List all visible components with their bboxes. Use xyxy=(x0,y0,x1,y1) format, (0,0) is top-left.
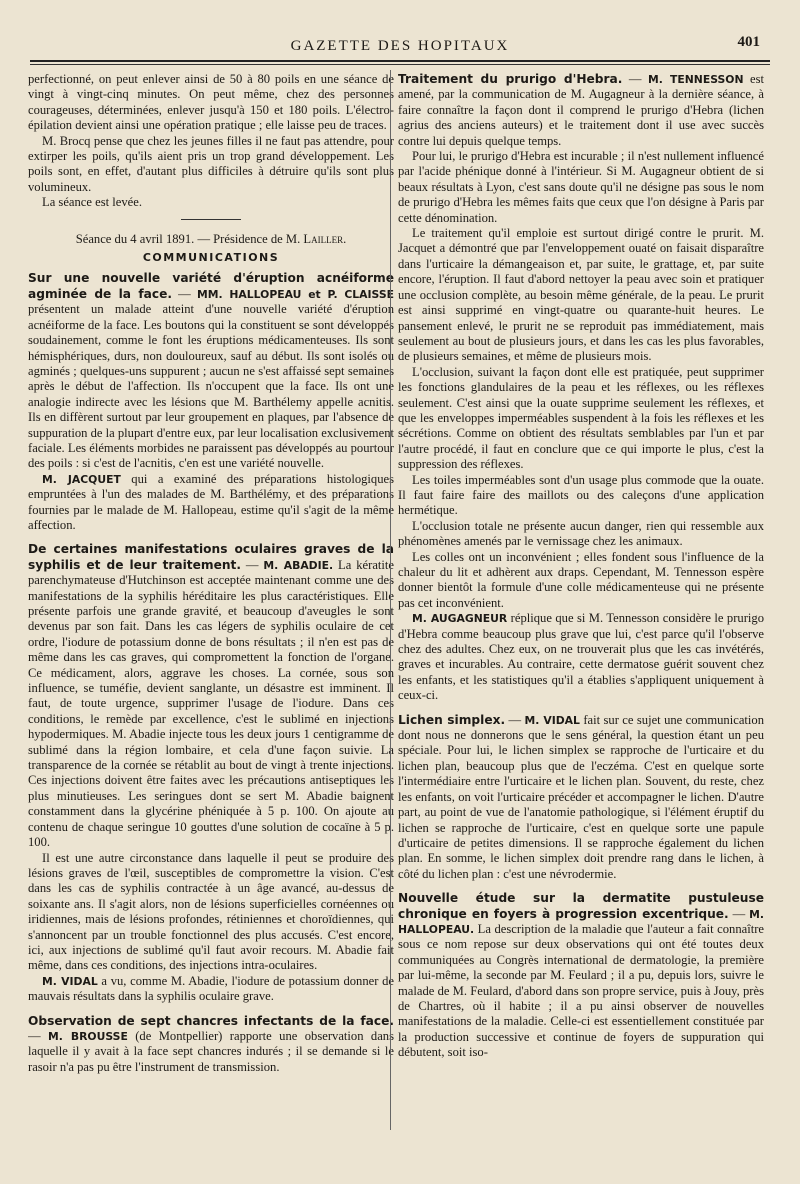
paragraph: M. Brocq pense que chez les jeunes filles il ne faut pas attendre, pour extirper les poils, qu'ils aient pris un trop grand développement. Les poils sont, en effet, d'autant plus difficiles à détruire qu'ils sont plus volumineux. xyxy=(28,133,394,194)
section-separator xyxy=(181,219,241,220)
article-paragraph xyxy=(28,271,394,471)
article-title: Lichen simplex. xyxy=(398,712,506,727)
right-column xyxy=(398,72,764,1172)
dash: — xyxy=(171,286,197,301)
speaker-name: M. VIDAL xyxy=(524,713,580,727)
article-body: a vu, comme M. Abadie, l'iodure de potassium donner de mauvais résultats dans la syphilis oculaire grave. xyxy=(28,973,394,1004)
paragraph: L'occlusion, suivant la façon dont elle est pratiquée, peut supprimer les fonctions glandulaires de la peau et les réflexes, ou les réflexes seulement. C'est ainsi que la ouate supprime seulement les réflexes, et que les enveloppes imperméables suspendent à la fois les réflexes et les sécrétions. Comme on obtient des résultats semblables par l'un et par l'autre procédé, il faut en conclure que ce qui importe le plus, c'est la suppression des réflexes. xyxy=(398,364,764,472)
article-title: Nouvelle étude sur la dermatite pustuleuse chronique en foyers à progression excentrique. xyxy=(398,891,764,921)
article-title: Traitement du prurigo d'Hebra. xyxy=(398,72,623,86)
article-title: Observation de sept chancres infectants de la face. xyxy=(28,1013,394,1028)
article-paragraph xyxy=(398,713,764,882)
paragraph: La séance est levée. xyxy=(42,195,142,210)
paragraph: Pour lui, le prurigo d'Hebra est incurable ; il n'est nullement influencé par l'acide phénique donné à l'intérieur. Si M. Augagneur obtient de si beaux résultats à Lyon, c'est sans doute qu'il ne désigne pas sous le nom de prurigo d'Hebra les mêmes faits que ceux que l'on désigne à Paris par cette dénomination. xyxy=(398,149,764,225)
header-rule-thin xyxy=(30,64,770,65)
speaker-name: M. TENNESSON xyxy=(648,73,744,86)
column-divider xyxy=(390,70,391,1130)
page-number: 401 xyxy=(737,34,760,50)
rubric-heading: COMMUNICATIONS xyxy=(142,251,280,265)
dash: — xyxy=(28,1028,49,1043)
article-body: La kératite parenchymateuse d'Hutchinson est acceptée maintenant comme une des manifestations de la syphilis héréditaire les plus caractéristiques. Elle présente parfois une grande gravité, et beaucoup d'aveugles le sont devenus par son fait. Dans les cas légers de syphilis oculaire de cet ordre, l'iodure de potassium donne de bons résultats ; il n'en est pas de même dans les cas graves, qui compromettent la fonction de l'organe. Ce médicament, alors, aggrave les choses. La cornée, sous son influence, se tuméfie, devient sanglante, un désastre est imminent. Il faut, de toute urgence, supprimer l'usage de l'iodure. Dans ces conditions, le remède par excellence, c'est le sublimé en injections hypodermiques. M. Abadie injecte tous les deux jours 1 centigramme de sublimé dans la région lombaire, et cela d'une façon suivie. La transparence de la cornée se rétablit au bout de vingt à trente injections. Ces injections doivent être faites avec les précautions antiseptiques les plus minutieuses. Les seringues dont se sert M. Abadie baignent constamment dans la glycérine phéniquée à 5 p. 100. On ajoute au contenu de chaque seringue 10 gouttes d'une solution de cocaïne à 5 p. 100. xyxy=(28,557,394,850)
article-paragraph xyxy=(398,72,764,149)
dash: — xyxy=(505,712,525,727)
dash: — xyxy=(241,557,264,572)
article-body: présentent un malade atteint d'une nouvelle variété d'éruption acnéiforme de la face. Les boutons qui la constituent se sont développés soudainement, comme le font les éruptions médicamenteuses. Ils sont hémisphériques, durs, non douloureux, sauf au début. Ils sont isolés ou agminés ; quelques-uns suppurent ; aucun ne s'est affaissé sept semaines après le début de l'affection. Ils n'occupent que la face. Ils ont une analogie indirecte avec les lésions que M. Barthélemy appelle acnitis. Ils en diffèrent surtout par leur groupement en plaques, par l'absence de suppuration de la plupart d'entre eux, par leur localisation exclusivement faciale. Les éléments morbides ne paraissent pas développés au pourtour des poils : si c'est de l'acnitis, c'en est une variété nouvelle. xyxy=(28,302,394,471)
paragraph: Le traitement qu'il emploie est surtout dirigé contre le prurit. M. Jacquet a démontré que par l'enveloppement ouaté on faisait disparaître dans l'urticaire la démangeaison et, par suite, le grattage, et, par suite encore, l'éruption. Il faut d'abord nettoyer la peau avec soin et pratiquer une occlusion complète, au besoin même générale, de la peau. Le prurit est ainsi supprimé en vingt-quatre ou quarante-huit heures. Le pansement enlevé, le prurit ne se reproduit pas immédiatement, mais seulement au bout de plusieurs jours, et dans les cas les plus favorables, de plusieurs semaines, et même de plusieurs mois. xyxy=(398,226,764,364)
page-header xyxy=(0,34,800,58)
journal-title: GAZETTE DES HOPITAUX xyxy=(290,38,510,54)
speaker-name: M. BROUSSE xyxy=(48,1029,128,1043)
session-president: Lailler. xyxy=(303,231,347,246)
header-rule-thick xyxy=(30,60,770,62)
left-column xyxy=(28,72,394,1172)
article-body: qui a examiné des préparations histologiques empruntées à l'un des malades de M. Barthélémy, et des préparations fournies par le malade de M. Hallopeau, estime qu'il s'agit de la même affection. xyxy=(28,471,394,532)
speaker-name: MM. HALLOPEAU et P. CLAISSE xyxy=(196,287,394,301)
article-body: est amené, par la communication de M. Augagneur à la dernière séance, à faire connaître la façon dont il comprend le prurigo d'Hebra (lichen agrius des anciens auteurs) et le traitement dont il use avec succès contre lui depuis quelque temps. xyxy=(398,72,764,148)
article-paragraph xyxy=(28,472,394,534)
session-heading xyxy=(28,232,394,247)
article-body: réplique que si M. Tennesson considère le prurigo d'Hebra comme beaucoup plus grave que lui, c'est parce qu'il l'observe chez des adultes. Chez eux, on ne trouverait plus que les cas invétérés, graves et incurables. Au contraire, cette dermatose guérit souvent chez les enfants, et les statistiques qu'il a établies s'appliquent uniquement à ceux-ci. xyxy=(398,611,764,703)
article-title: De certaines manifestations oculaires graves de la syphilis et de leur traitement. xyxy=(28,542,394,572)
article-body: fait sur ce sujet une communication dont nous ne donnerons que le sens général, la question étant un peu spéciale. Pour lui, le lichen simplex se rapproche de l'urticaire et du lichen plan, beaucoup plus que de l'eczéma. C'est en quelque sorte l'intermédiaire entre l'urticaire et le lichen plan. Souvent, du reste, chez les enfants, on voit l'urticaire précéder et accompagner le lichen. D'autre part, au point de vue de l'anatomie pathologique, si l'élément éruptif du lichen se rapproche de l'urticaire, c'est en quelque sorte une papule d'urticaire de petites dimensions. Il se rapproche également du lichen plan. En somme, le lichen simplex doit prendre rang dans le lichen, à côté du lichen plan : c'est une névrodermie. xyxy=(398,712,764,881)
paragraph: L'occlusion totale ne présente aucun danger, rien qui ressemble aux phénomènes amenés par le vernissage chez les animaux. xyxy=(398,518,764,549)
speaker-name: M. AUGAGNEUR xyxy=(412,612,508,626)
paragraph: Les toiles imperméables sont d'un usage plus commode que la ouate. Il faut faire faire des maillots ou des caleçons d'une application hermétique. xyxy=(398,472,764,518)
paragraph: Il est une autre circonstance dans laquelle il peut se produire des lésions graves de l'œil, susceptibles de compromettre la vision. C'est dans les cas de syphilis contractée à un âge avancé, au-dessus de soixante ans. Il s'agit alors, non de lésions superficielles cornéennes ou iridiennes, mais de lésions profondes, rétiniennes et choroïdiennes, qui s'annoncent par un trouble fonctionnel des plus accusés. C'est encore, ici, aux injections de sublimé qu'il faut avoir recours. M. Abadie fait même, dans ces conditions, des injections intra-oculaires. xyxy=(28,850,394,973)
article-paragraph xyxy=(398,891,764,1060)
speaker-name: M. VIDAL xyxy=(42,974,98,988)
paragraph: perfectionné, on peut enlever ainsi de 50 à 80 poils en une séance de vingt à vingt-cinq minutes. On peut même, chez des personnes courageuses, déterminées, enlever jusqu'à 150 et 180 poils. L'électro-épilation devient ainsi une opération pratique ; elle laisse peu de traces. xyxy=(28,72,394,133)
dash: — xyxy=(622,72,649,86)
paragraph: Les colles ont un inconvénient ; elles fondent sous l'influence de la chaleur du lit et adhèrent aux draps. Cependant, M. Tennesson espère donner bientôt la formule d'une colle médicamenteuse qui ne présente pas cet inconvénient. xyxy=(398,549,764,610)
article-paragraph xyxy=(398,611,764,703)
session-date: Séance du 4 avril 1891. — Présidence de M. xyxy=(75,231,301,246)
article-paragraph xyxy=(28,542,394,850)
article-body: (de Montpellier) rapporte une observation dans laquelle il y avait à la face sept chancres indurés ; il se demande si le rasoir n'a pas pu être l'instrument de transmission. xyxy=(28,1028,394,1074)
speaker-name: M. ABADIE. xyxy=(263,558,334,572)
article-title: Sur une nouvelle variété d'éruption acnéiforme agminée de la face. xyxy=(28,271,394,301)
article-paragraph xyxy=(28,974,394,1005)
speaker-name: M. HALLOPEAU. xyxy=(398,907,764,936)
article-body: La description de la maladie que l'auteur a fait connaître sous ce nom repose sur deux observations qui ont été toutes deux communiquées au Congrès international de dermatologie, la première par lui-même, la seconde par M. Feulard ; il a pu, depuis lors, suivre le malade de M. Feulard, d'abord dans son propre service, puis à Jouy, près de Chartres, où il habite ; il a pu ainsi observer de nouvelles manifestations de la maladie. Celle-ci est essentiellement constituée par la production successive et continue de foyers de suppuration qui débutent, soit iso- xyxy=(398,921,764,1060)
speaker-name: M. JACQUET xyxy=(42,472,121,486)
dash: — xyxy=(728,906,750,921)
article-paragraph xyxy=(28,1014,394,1076)
